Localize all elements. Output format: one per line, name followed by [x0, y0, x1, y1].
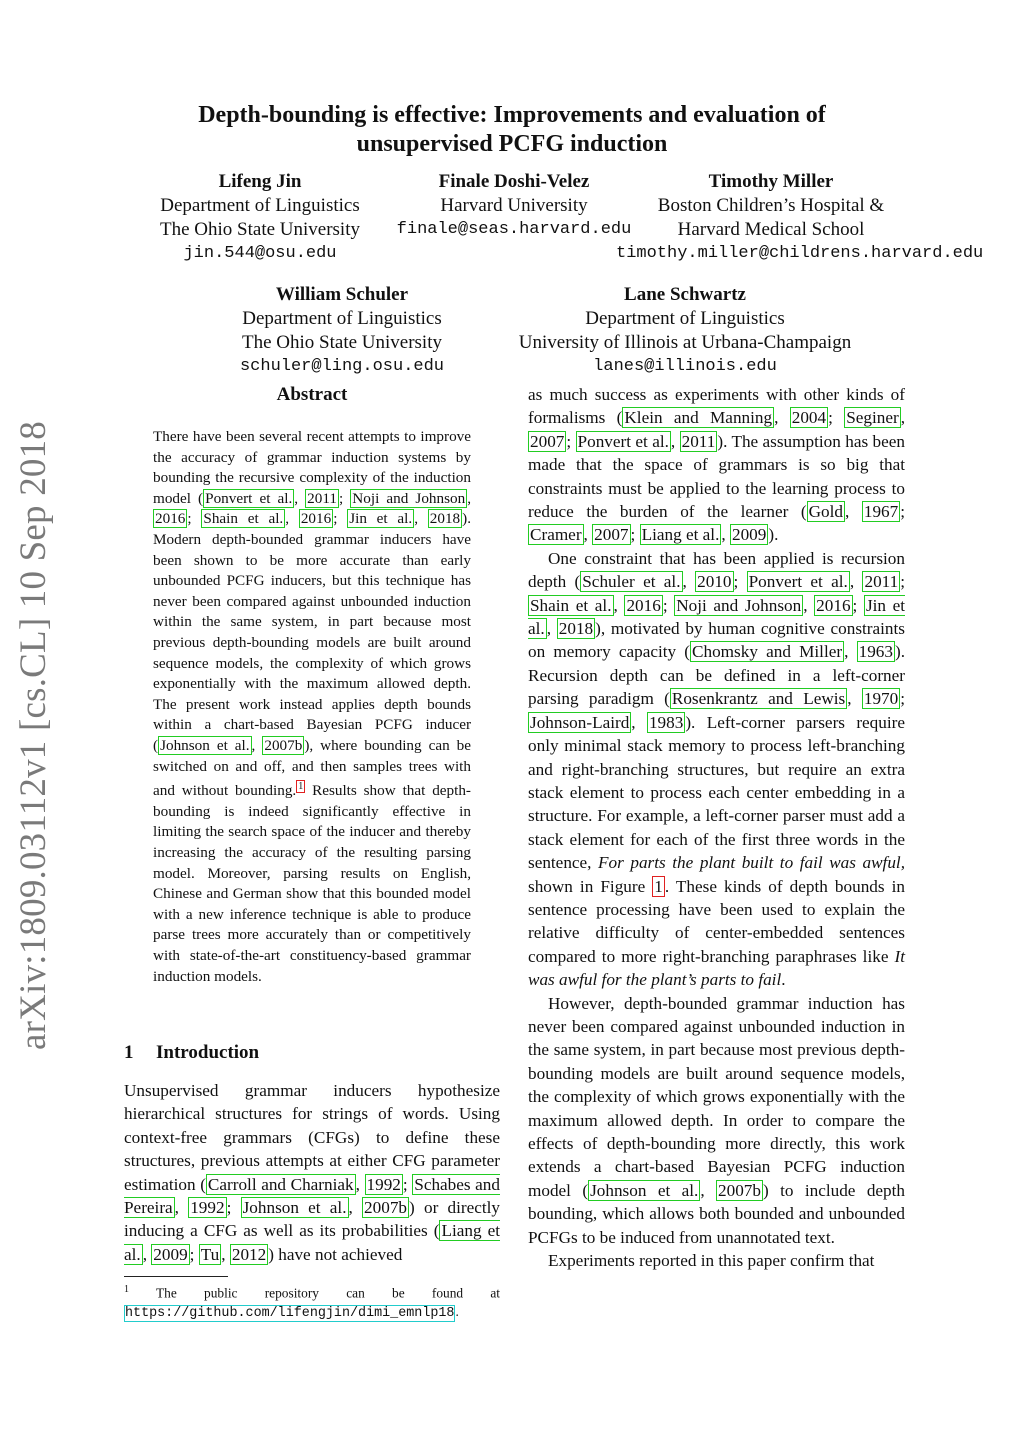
footnote-mark: 1	[124, 1284, 129, 1295]
citation-link[interactable]: Seginer	[846, 408, 899, 428]
citation-link[interactable]: Johnson et al.	[242, 1198, 347, 1218]
body-text: ). The assumption has been made that the space of grammars is so big that constraints must be applied to the learning process to reduce the burden of the learner (	[528, 431, 905, 522]
arxiv-identifier: arXiv:1809.03112v1 [cs.CL] 10 Sep 2018	[13, 421, 54, 1050]
body-text: shown in Figure	[528, 876, 653, 896]
author-name: Timothy Miller	[708, 171, 834, 192]
paragraph: However, depth-bounded grammar induction has never been compared against unbounded induction in the same system, in part because most previous depth-bounding models are built around sequence models, the complexity of which grows exponentially with the maximum allowed depth. In order to compare the effects of depth-bounding more directly, this work extends a chart-based Bayesian PCFG induction model ( Johnson et al. , 2007b ) to include depth bounding, which allows both bounded and unbounded PCFGs to be induced from unannotated text.	[528, 993, 906, 1247]
citation-link[interactable]: 2007b	[718, 1180, 761, 1200]
author-block-miller	[616, 170, 984, 266]
example-sentence: It was awful for the plant’s parts to fail	[528, 946, 905, 990]
author-affiliation: The Ohio State University	[160, 219, 360, 240]
citation-link[interactable]: Liang et al.	[641, 525, 720, 545]
body-text: ) or directly inducing a CFG as well as its probabilities (	[124, 1198, 501, 1241]
author-name: Finale Doshi-Velez	[438, 171, 590, 192]
author-name: William Schuler	[275, 284, 409, 305]
paragraph	[528, 1249, 905, 1272]
citation-link[interactable]: Schabes and Pereira	[124, 1174, 500, 1218]
citation-link[interactable]: Noji and Johnson	[676, 595, 802, 615]
author-name: Lifeng Jin	[218, 171, 302, 192]
citation-link[interactable]: Shain et al.	[530, 595, 612, 615]
abstract-text: Results show that depth-bounding is indeed significantly effective in limiting the search space of the inducer and thereby increasing the accuracy of the resulting parsing model. Moreover, parsing results on English, Chinese and German show that this bounded model with a new inference technique is able to produce parse trees more accurately than or competitively with state-of-the-art constituency-based grammar induction models.	[153, 782, 471, 985]
author-affiliation: The Ohio State University	[242, 332, 442, 353]
body-text: ) to include depth bounding, which allows both bounded and unbounded PCFGs to be induced from unannotated text.	[528, 1180, 906, 1247]
citation-link[interactable]: 1967	[863, 502, 899, 522]
citation-link[interactable]: 2010	[697, 572, 732, 592]
author-email[interactable]: lanes@illinois.edu	[593, 357, 777, 376]
citation-link[interactable]: Ponvert et al.	[748, 572, 848, 592]
citation-link[interactable]: Carroll and Charniak	[207, 1174, 354, 1194]
author-block-doshi-velez	[384, 170, 644, 242]
author-name: Lane Schwartz	[624, 284, 746, 305]
paper-title	[0, 101, 1024, 159]
citation-link[interactable]: 1983	[648, 712, 684, 732]
body-text: Unsupervised grammar inducers hypothesize hierarchical structures for strings of words. Using context-free grammars (CFGs) to define these structures, previous attempts at either CFG parameter estimation (	[124, 1081, 500, 1194]
section-number: 1	[124, 1042, 134, 1063]
repository-url-link[interactable]: https://github.com/lifengjin/dimi_emnlp18	[125, 1306, 455, 1322]
citation-link[interactable]: Jin et al.	[349, 510, 413, 528]
citation-link[interactable]: Noji and Johnson	[352, 489, 466, 507]
paragraph: as much success as experiments with other kinds of formalisms ( Klein and Manning , 2004 ; Seginer , 2007 ; Ponvert et al. , 2011 ). The assumption has been made that the space of grammars is so big that constraints must be applied to the learning process to reduce the burden of the learner ( Gold , 1967 ; Cramer , 2007 ; Liang et al. , 2009 ).	[528, 385, 906, 545]
citation-link[interactable]: Liang et al.	[124, 1221, 500, 1264]
abstract-text: ). Modern depth-bounded grammar inducers have been shown to be more accurate than early unbounded PCFG inducers, but this technique has never been compared against unbounded induction within the same system, in part because most previous depth-bounding models are built around sequence models, the complexity of which grows exponentially with the maximum allowed depth. The present work instead applies depth bounds within a chart-based Bayesian PCFG inducer (	[153, 510, 471, 754]
footnote-link[interactable]: 1	[298, 781, 304, 793]
citation-link[interactable]: Shain et al.	[203, 510, 284, 528]
citation-link[interactable]: 2009	[153, 1244, 188, 1264]
author-block-jin	[130, 170, 390, 266]
body-text: ). Left-corner parsers require only minimal stack memory to process left-branching and right-branching structures, but require an extra stack element to process each center embedding in a structure. For example, a left-corner parser must add a stack element for each of the first three words in the sentence,	[528, 712, 905, 873]
citation-link[interactable]: 1970	[863, 689, 899, 709]
body-text: as much success as experiments with other kinds of formalisms (	[528, 385, 905, 428]
citation-link[interactable]: 2016	[300, 510, 332, 528]
author-email[interactable]: jin.544@osu.edu	[183, 244, 337, 263]
introduction-left-column: Unsupervised grammar inducers hypothesize hierarchical structures for strings of words. Using context-free grammars (CFGs) to define these structures, previous attempts at either CFG parameter estimation ( Carroll and Charniak , 1992 ; Schabes and Pereira , 1992 ; Johnson et al. , 2007b ) or directly inducing a CFG as well as its probabilities ( Liang et al. , 2009 ; Tu , 2012 ) have not achieved	[124, 1081, 501, 1264]
body-text: However, depth-bounded grammar induction has never been compared against unbounded induction in the same system, in part because most previous depth-bounding models are built around sequence models, the complexity of which grows exponentially with the maximum allowed depth. In order to compare the effects of depth-bounding more directly, this work extends a chart-based Bayesian PCFG induction model (	[528, 993, 905, 1200]
body-text: Experiments reported in this paper confirm that	[548, 1251, 875, 1271]
author-affiliation: Department of Linguistics	[160, 195, 360, 216]
author-affiliation: Harvard Medical School	[677, 219, 865, 240]
citation-link[interactable]: Schuler et al.	[582, 572, 681, 592]
body-text: ) have not achieved	[268, 1244, 403, 1264]
citation-link[interactable]: Tu	[200, 1244, 220, 1264]
paragraph: One constraint that has been applied is recursion depth ( Schuler et al. , 2010 ; Ponvert et al. , 2011 ; Shain et al. , 2016 ; Noji and Johnson , 2016 ; Jin et al. , 2018 ), motivated by human cognitive constraints on memory capacity ( Chomsky and Miller , 1963 ). Recursion depth can be defined in a left-corner parsing paradigm ( Rosenkrantz and Lewis , 1970 ; Johnson-Laird , 1983 ). Left-corner parsers require only minimal stack memory to process left-branching and right-branching structures, but require an extra stack element to process each center embedding in a structure. For example, a left-corner parser must add a stack element for each of the first three words in the sentence, For parts the plant built to fail was awful, shown in Figure 1 . These kinds of depth bounds in sentence processing have been used to explain the relative difficulty of center-embedded sentences compared to more right-branching paraphrases like It was awful for the plant’s parts to fail.	[528, 548, 906, 990]
citation-link[interactable]: 2016	[626, 595, 661, 615]
abstract-text: There have been several recent attempts to improve the accuracy of grammar induction systems by bounding the recursive complexity of the induction model (	[153, 428, 471, 507]
author-block-schwartz	[490, 283, 880, 379]
citation-link[interactable]: 2011	[681, 431, 716, 451]
author-email[interactable]: finale@seas.harvard.edu	[396, 220, 632, 239]
author-affiliation: Boston Children’s Hospital &	[657, 195, 885, 216]
author-affiliation: University of Illinois at Urbana-Champaign	[518, 332, 852, 353]
citation-link[interactable]: 1963	[858, 642, 893, 662]
citation-link[interactable]: 2011	[307, 489, 337, 507]
citation-link[interactable]: 2007	[594, 525, 629, 545]
abstract-body: There have been several recent attempts to improve the accuracy of grammar induction systems by bounding the recursive complexity of the induction model ( Ponvert et al. , 2011 ; Noji and Johnson , 2016 ; Shain et al. , 2016 ; Jin et al. , 2018 ). Modern depth-bounded grammar inducers have been shown to be more accurate than early unbounded PCFG inducers, but this technique has never been compared against unbounded induction within the same system, in part because most previous depth-bounding models are built around sequence models, the complexity of which grows exponentially with the maximum allowed depth. The present work instead applies depth bounds within a chart-based Bayesian PCFG inducer ( Johnson et al. , 2007b ), where bounding can be switched on and off, and then samples trees with and without bounding. $^1$ Results show that depth-bounding is indeed significantly effective in limiting the search space of the inducer and thereby increasing the accuracy of the resulting parsing model. Moreover, parsing results on English, Chinese and German show that this bounded model with a new inference technique is able to produce parse trees more accurately than or competitively with state-of-the-art constituency-based grammar induction models.	[153, 428, 472, 985]
citation-link[interactable]: Johnson-Laird	[530, 712, 630, 732]
abstract-text: ), where bounding can be switched on and off, and then samples trees with and without bounding.	[153, 736, 472, 800]
citation-link[interactable]: 2007	[530, 431, 565, 451]
citation-link[interactable]: Ponvert et al.	[205, 489, 293, 507]
body-text: ), motivated by human cognitive constraints on memory capacity (	[528, 619, 905, 662]
citation-link[interactable]: Rosenkrantz and Lewis	[671, 689, 846, 709]
body-text: One constraint that has been applied is recursion depth (	[528, 548, 905, 592]
citation-link[interactable]: Johnson et al.	[590, 1180, 699, 1200]
citation-link[interactable]: Ponvert et al.	[577, 431, 669, 451]
footnote-text: The public repository can be found at	[129, 1285, 500, 1301]
author-affiliation: Department of Linguistics	[242, 308, 442, 329]
citation-link[interactable]: 1992	[366, 1174, 401, 1194]
citation-link[interactable]: 2012	[231, 1244, 267, 1264]
citation-link[interactable]: Gold	[808, 502, 843, 522]
example-sentence: For parts the plant built to fail was awful,	[598, 853, 906, 873]
citation-link[interactable]: 2018	[558, 619, 594, 639]
citation-link[interactable]: 2016	[155, 510, 186, 528]
author-block-schuler	[212, 283, 472, 379]
citation-link[interactable]: 2011	[864, 572, 899, 592]
citation-link[interactable]: 2016	[816, 595, 851, 615]
section-heading-introduction	[124, 1042, 259, 1064]
citation-link[interactable]: 2018	[429, 510, 461, 528]
citation-link[interactable]: 2007b	[264, 736, 303, 754]
citation-link[interactable]: Cramer	[530, 525, 582, 545]
footnote-end: .	[455, 1304, 459, 1320]
title-line-2: unsupervised PCFG induction	[356, 131, 668, 157]
body-text: ).	[768, 525, 779, 545]
body-text: . These kinds of depth bounds in sentence processing have been used to explain the relative difficulty of center-embedded sentences compared to more right-branching paraphrases like	[528, 876, 905, 966]
citation-link[interactable]: 2009	[731, 525, 767, 545]
footnote	[124, 1280, 500, 1323]
figure-reference-link[interactable]: 1	[654, 876, 663, 896]
citation-link[interactable]: 2007b	[364, 1198, 408, 1218]
author-affiliation: Harvard University	[440, 195, 588, 216]
section-title: Introduction	[156, 1042, 260, 1063]
citation-link[interactable]: 1992	[190, 1198, 225, 1218]
body-text: .	[781, 970, 786, 990]
title-line-1: Depth-bounding is effective: Improvements and evaluation of	[198, 102, 826, 128]
abstract-heading: Abstract	[276, 384, 348, 405]
right-column	[528, 383, 905, 1272]
author-affiliation: Department of Linguistics	[585, 308, 785, 329]
citation-link[interactable]: Johnson et al.	[160, 736, 250, 754]
citation-link[interactable]: Klein and Manning	[624, 408, 773, 428]
body-text: ). Recursion depth can be defined in a left-corner parsing paradigm (	[528, 642, 905, 709]
author-email[interactable]: timothy.miller@childrens.harvard.edu	[616, 244, 984, 263]
citation-link[interactable]: Jin et al.	[528, 595, 906, 639]
footnote-divider	[124, 1276, 228, 1277]
citation-link[interactable]: Chomsky and Miller	[692, 642, 843, 662]
citation-link[interactable]: 2004	[791, 408, 827, 428]
author-email[interactable]: schuler@ling.osu.edu	[239, 357, 445, 376]
